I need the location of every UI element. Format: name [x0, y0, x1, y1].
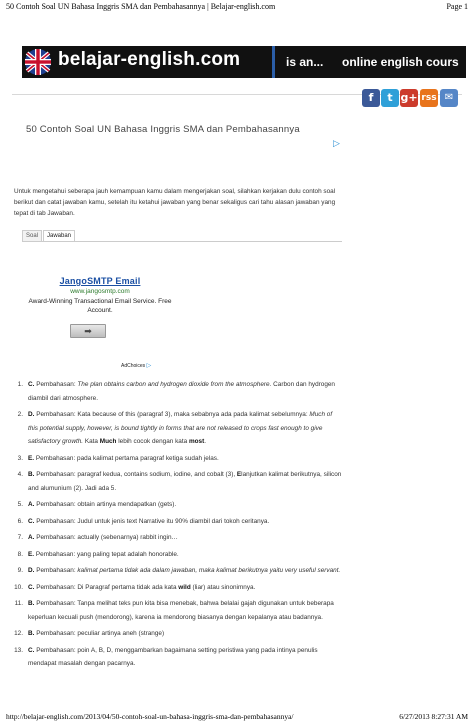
- tab-underline: [22, 241, 342, 242]
- print-footer-url: http://belajar-english.com/2013/04/50-contoh-soal-un-bahasa-inggris-sma-dan-pembahasannya/: [6, 712, 294, 721]
- answer-number: 2.: [17, 411, 23, 418]
- answer-text: Pembahasan: poin A, B, D, menggambarkan bagaimana setting peristiwa yang pada intinya penulis mendapat masalah dengan pacarnya.: [28, 646, 318, 667]
- answer-item: [14, 548, 342, 562]
- answer-text: Pembahasan: yang paling tepat adalah honorable.: [35, 550, 179, 558]
- answer-text: lebih cocok dengan kata: [116, 438, 189, 445]
- answer-text: lanjutkan kalimat berikutnya, silicon and alumunium (2). Jadi ada 5.: [28, 471, 342, 492]
- answer-letter: D.: [28, 567, 35, 574]
- answer-bold: Much: [99, 438, 117, 445]
- answer-item: [14, 498, 342, 512]
- answer-letter: E.: [28, 454, 35, 462]
- answer-italic: Much of this potential supply, however, is bound tightly in forms that are not released to crops fast enough to give satisfactory growth.: [28, 411, 333, 445]
- answer-letter: C.: [28, 646, 35, 654]
- answer-item: [14, 515, 342, 529]
- uk-flag-icon: [24, 48, 52, 76]
- answer-text: Carbon dan hydrogen diambil dari atmosphere.: [28, 381, 335, 402]
- answer-item: [14, 378, 342, 405]
- print-header-page: Page 1: [446, 2, 468, 11]
- answer-bold: most: [188, 438, 205, 445]
- answer-text: .: [204, 438, 206, 445]
- banner-tagline-2: online english cours: [342, 55, 459, 69]
- googleplus-icon[interactable]: g+: [400, 89, 418, 107]
- answer-number: 6.: [17, 517, 23, 525]
- print-footer: [6, 712, 468, 722]
- answer-italic: kalimat pertama tidak ada dalam jawaban, maka kalimat berikutnya yaitu very useful servant.: [77, 567, 341, 574]
- answer-item: [14, 564, 342, 578]
- answer-text: Pembahasan: Judul untuk jenis text Narrative itu 90% diambil dari tokoh ceritanya.: [36, 517, 270, 525]
- answer-number: 8.: [17, 550, 23, 558]
- answer-text: (liar) atau sinonimnya.: [190, 583, 256, 591]
- answer-item: [14, 644, 342, 671]
- ad-description: Award-Winning Transactional Email Service. Free Account.: [28, 298, 172, 314]
- answer-letter: B.: [28, 630, 35, 637]
- tab-jawaban[interactable]: Jawaban: [43, 230, 75, 242]
- answer-text: Kata: [83, 438, 100, 445]
- adchoices-icon: ▷: [146, 363, 152, 369]
- answer-letter: A.: [28, 501, 35, 508]
- twitter-icon[interactable]: t: [381, 89, 399, 107]
- answer-text: Pembahasan: peculiar artinya aneh (strange): [36, 630, 165, 637]
- intro-paragraph: Untuk mengetahui seberapa jauh kemampuan kamu dalam mengerjakan soal, silahkan kerjakan dulu contoh soal berikut dan catat jawaban kamu, setelah itu ketahui jawaban yang benar sekaligus cari tahu alasan jawaban yang tepat di tab Jawaban.: [14, 188, 336, 217]
- answer-number: 9.: [17, 567, 23, 574]
- answer-letter: C.: [28, 381, 35, 388]
- answer-number: 12.: [14, 630, 23, 637]
- answer-text: Pembahasan:: [36, 381, 78, 388]
- answer-text: Pembahasan: paragraf kedua, contains sodium, iodine, and cobalt (3),: [36, 471, 237, 478]
- answer-letter: E.: [28, 550, 35, 558]
- answer-text: Pembahasan:: [36, 567, 78, 574]
- answer-letter: B.: [28, 600, 35, 607]
- post-title: 50 Contoh Soal UN Bahasa Inggris SMA dan Pembahasannya: [26, 124, 300, 135]
- facebook-icon[interactable]: f: [362, 89, 380, 107]
- print-footer-date: 6/27/2013 8:27:31 AM: [399, 712, 468, 721]
- answer-number: 4.: [17, 471, 23, 478]
- site-banner[interactable]: [22, 46, 466, 78]
- answer-item: [14, 531, 342, 545]
- answer-letter: B.: [28, 471, 35, 478]
- rss-icon[interactable]: rss: [420, 89, 438, 107]
- answer-bold: E: [236, 471, 242, 478]
- print-header: [6, 2, 468, 14]
- answer-item: [14, 581, 342, 595]
- ad-name-link[interactable]: JangoSMTP Email: [59, 276, 141, 286]
- tab-soal[interactable]: Soal: [22, 230, 42, 242]
- adchoices-link[interactable]: [121, 362, 151, 369]
- answer-item: [14, 627, 342, 641]
- adchoices-label: AdChoices: [121, 363, 146, 369]
- answer-text: Pembahasan: actually (sebenarnya) rabbit ingin…: [36, 534, 178, 541]
- answer-text: Pembahasan: pada kalimat pertama paragraf ketiga sudah jelas.: [35, 454, 219, 462]
- answer-number: 3.: [17, 454, 23, 462]
- answer-text: Pembahasan: Kata because of this (paragraf 3), maka sebabnya ada pada kalimat sebelumnya:: [36, 411, 310, 418]
- answer-number: 10.: [14, 583, 23, 591]
- arrow-right-icon: ➡: [84, 326, 92, 336]
- answer-number: 11.: [14, 600, 23, 607]
- print-header-title: 50 Contoh Soal UN Bahasa Inggris SMA dan Pembahasannya | Belajar-english.com: [6, 2, 276, 11]
- banner-divider: [272, 46, 275, 78]
- answer-item: [14, 408, 342, 449]
- answer-letter: C.: [28, 517, 35, 525]
- answer-italic: The plan obtains carbon and hydrogen dioxide from the atmosphere.: [77, 381, 272, 388]
- answer-number: 13.: [14, 646, 23, 654]
- answer-letter: C.: [28, 583, 35, 591]
- answer-bold: wild: [178, 583, 191, 591]
- answer-number: 1.: [17, 381, 23, 388]
- answer-item: [14, 468, 342, 495]
- ad-info-icon[interactable]: ▷: [333, 138, 340, 148]
- answer-list: [14, 378, 342, 674]
- answer-item: [14, 597, 342, 624]
- answer-number: 5.: [17, 501, 23, 508]
- answer-text: Pembahasan: obtain artinya mendapatkan (gets).: [36, 501, 177, 508]
- answer-item: [14, 452, 342, 466]
- text-ad[interactable]: [20, 276, 180, 315]
- ad-arrow-button[interactable]: [70, 324, 106, 338]
- answer-text: Pembahasan: Tanpa melihat teks pun kita bisa menebak, bahwa belalai gajah digunakan untuk beberapa keperluan kecuali push (mendorong), karena ia mendorong biasanya dengan kepalanya atau badannya.: [28, 600, 334, 621]
- banner-tagline-1: is an...: [286, 55, 324, 69]
- site-brand: belajar-english.com: [58, 49, 241, 70]
- answer-number: 7.: [17, 534, 23, 541]
- answer-letter: D.: [28, 411, 35, 418]
- ad-url[interactable]: www.jangosmtp.com: [70, 288, 130, 295]
- answer-letter: A.: [28, 534, 35, 541]
- email-icon[interactable]: ✉: [440, 89, 458, 107]
- answer-text: Pembahasan: Di Paragraf pertama tidak ada kata: [36, 583, 179, 591]
